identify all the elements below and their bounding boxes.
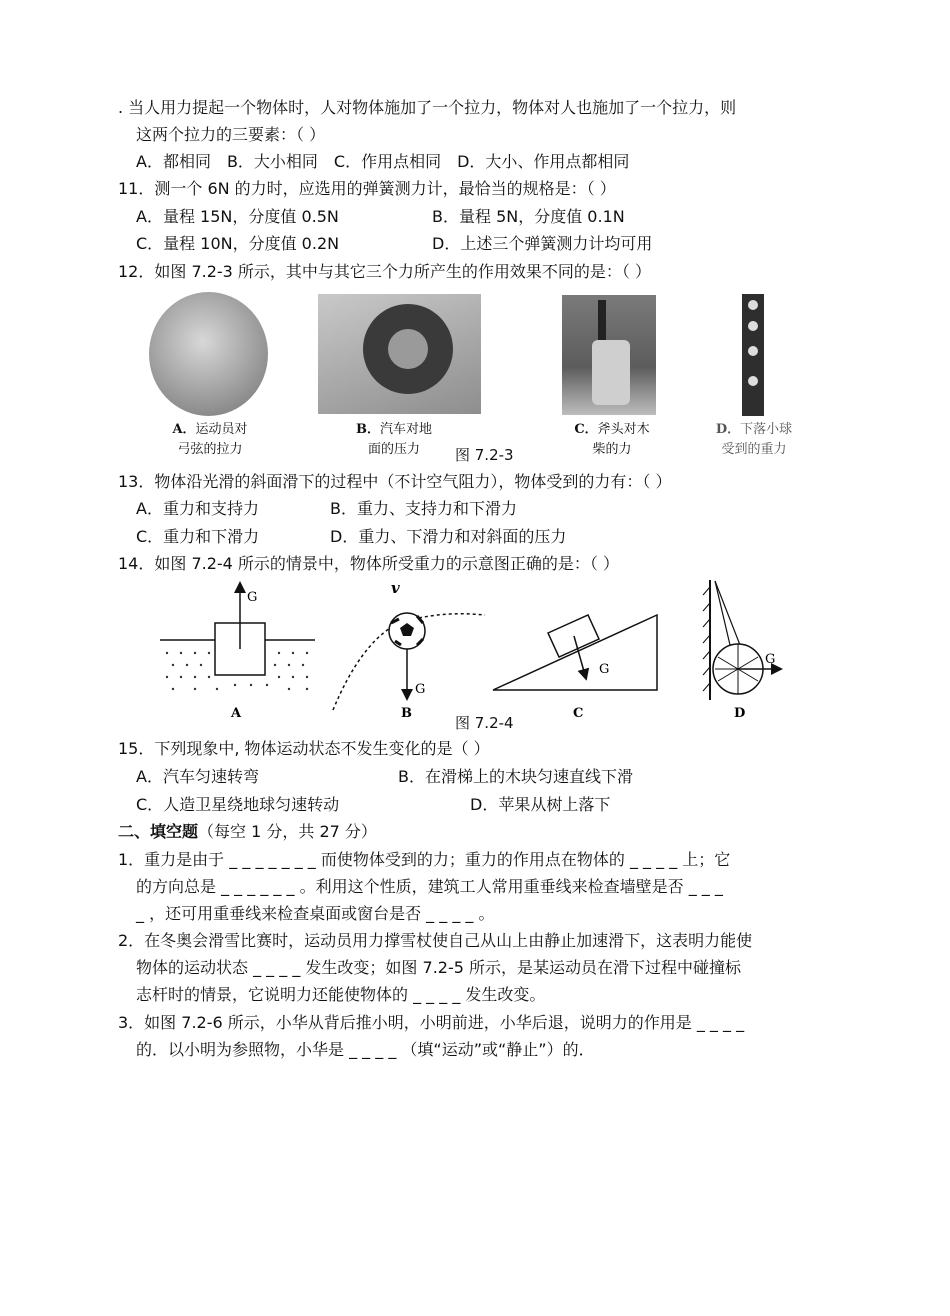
q11-option-d: D．上述三个弹簧测力计均可用 xyxy=(432,234,653,253)
q12-figure-label: 图 7.2-3 xyxy=(455,446,514,464)
fill2-line3: 志杆时的情景，它说明力还能使物体的 _ _ _ _ 发生改变。 xyxy=(136,985,546,1004)
falling-ball-photo xyxy=(742,294,764,416)
q15-stem: 15．下列现象中, 物体运动状态不发生变化的是（ ） xyxy=(118,739,490,758)
q12-caption-a: A．运动员对 弓弦的拉力 xyxy=(172,422,248,457)
q13-option-c: C．重力和下滑力 xyxy=(136,527,260,546)
q13-option-b: B．重力、支持力和下滑力 xyxy=(330,499,517,518)
fill2-line1: 2．在冬奥会滑雪比赛时，运动员用力撑雪杖使自己从山上由静止加速滑下，这表明力能使 xyxy=(118,931,753,950)
diagram-b-g-label: G xyxy=(415,682,426,697)
car-tire-photo xyxy=(318,294,481,414)
q10-stem-line2: 这两个拉力的三要素：（ ） xyxy=(136,125,326,144)
diagram-c-letter: C xyxy=(573,706,584,721)
fill1-line2: 的方向总是 _ _ _ _ _ _ 。利用这个性质，建筑工人常用重垂线来检查墙壁是否 _ _ _ xyxy=(136,877,723,896)
diagram-b-v-label: v xyxy=(391,579,400,597)
q11-option-a: A．量程 15N，分度值 0.5N xyxy=(136,207,339,226)
axe-wood-photo xyxy=(562,295,656,415)
fill3-line1: 3．如图 7.2-6 所示，小华从背后推小明，小明前进，小华后退，说明力的作用是 _ _ _ _ xyxy=(118,1013,745,1032)
diagram-c-g-label: G xyxy=(599,662,610,677)
fill1-line3: _ ，还可用重垂线来检查桌面或窗台是否 _ _ _ _ 。 xyxy=(136,904,495,923)
diagram-d xyxy=(703,580,777,721)
q14-stem: 14．如图 7.2-4 所示的情景中，物体所受重力的示意图正确的是：（ ） xyxy=(118,554,620,573)
q14-figure xyxy=(155,575,795,725)
q11-option-b: B．量程 5N，分度值 0.1N xyxy=(432,207,625,226)
q11-option-c: C．量程 10N，分度值 0.2N xyxy=(136,234,340,253)
section2-heading: 二、填空题（每空 1 分，共 27 分） xyxy=(118,822,377,841)
diagram-a xyxy=(160,587,315,721)
diagram-b-letter: B xyxy=(401,706,412,721)
diagram-a-letter: A xyxy=(231,706,242,721)
diagram-d-g-label: G xyxy=(765,652,776,667)
q12-caption-d: D．下落小球 受到的重力 xyxy=(715,422,793,457)
q13-option-a: A．重力和支持力 xyxy=(136,499,259,518)
q15-option-a: A．汽车匀速转弯 xyxy=(136,767,259,786)
q13-stem: 13．物体沿光滑的斜面滑下的过程中（不计空气阻力），物体受到的力有：（ ） xyxy=(118,472,672,491)
fill1-line1: 1．重力是由于 _ _ _ _ _ _ _ 而使物体受到的力；重力的作用点在物体的 _ _ _ _ 上；它 xyxy=(118,850,731,869)
diagram-b xyxy=(333,579,485,721)
q14-figure-label: 图 7.2-4 xyxy=(455,714,514,732)
archer-photo xyxy=(149,292,268,416)
q12-caption-b: B．汽车对地 面的压力 xyxy=(355,422,432,457)
q12-caption-c: C．斧头对木 柴的力 xyxy=(574,422,650,457)
q10-options: A．都相同 B．大小相同 C．作用点相同 D．大小、作用点都相同 xyxy=(136,152,630,171)
q15-option-c: C．人造卫星绕地球匀速转动 xyxy=(136,795,340,814)
fill2-line2: 物体的运动状态 _ _ _ _ 发生改变；如图 7.2-5 所示，是某运动员在滑下过程中碰撞标 xyxy=(136,958,742,977)
q15-option-d: D．苹果从树上落下 xyxy=(470,795,611,814)
diagram-a-g-label: G xyxy=(247,590,258,605)
q12-stem: 12．如图 7.2-3 所示，其中与其它三个力所产生的作用效果不同的是：（ ） xyxy=(118,262,652,281)
diagram-c xyxy=(493,615,657,721)
q15-option-b: B．在滑梯上的木块匀速直线下滑 xyxy=(398,767,633,786)
diagram-d-letter: D xyxy=(734,706,746,721)
fill3-line2: 的．以小明为参照物，小华是 _ _ _ _ （填“运动”或“静止”）的． xyxy=(136,1040,595,1059)
q11-stem: 11．测一个 6N 的力时，应选用的弹簧测力计，最恰当的规格是：（ ） xyxy=(118,179,616,198)
q10-stem-line1: . 当人用力提起一个物体时，人对物体施加了一个拉力，物体对人也施加了一个拉力，则 xyxy=(118,98,737,117)
q13-option-d: D．重力、下滑力和对斜面的压力 xyxy=(330,527,567,546)
